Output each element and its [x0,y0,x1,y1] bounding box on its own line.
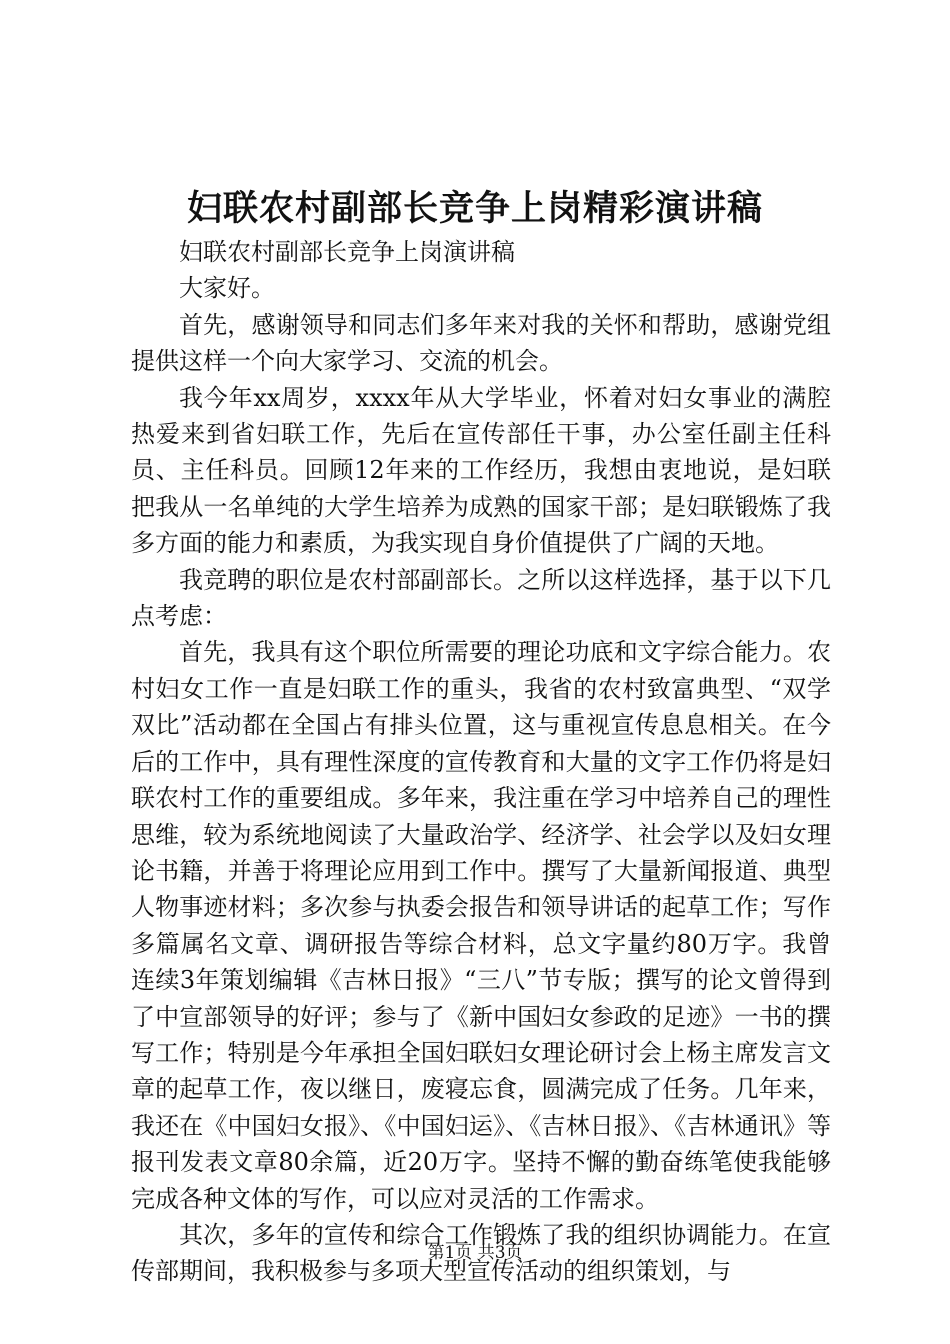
paragraph-first-reason: 首先，我具有这个职位所需要的理论功底和文字综合能力。农村妇女工作一直是妇联工作的重头，我省的农村致富典型、“双学双比”活动都在全国占有排头位置，这与重视宣传息息相关。在今后的工作中，具有理性深度的宣传教育和大量的文字工作仍将是妇联农村工作的重要组成。多年来，我注重在学习中培养自己的理性思维，较为系统地阅读了大量政治学、经济学、社会学以及妇女理论书籍，并善于将理论应用到工作中。撰写了大量新闻报道、典型人物事迹材料；多次参与执委会报告和领导讲话的起草工作；写作多篇属名文章、调研报告等综合材料，总文字量约80万字。我曾连续3年策划编辑《吉林日报》“三八”节专版；撰写的论文曾得到了中宣部领导的好评；参与了《新中国妇女参政的足迹》一书的撰写工作；特别是今年承担全国妇联妇女理论研讨会上杨主席发言文章的起草工作，夜以继日，废寝忘食，圆满完成了任务。几年来，我还在《中国妇女报》、《中国妇运》、《吉林日报》、《吉林通讯》等报刊发表文章80余篇，近20万字。坚持不懈的勤奋练笔使我能够完成各种文体的写作，可以应对灵活的工作需求。 [131,638,831,1213]
paragraph-background: 我今年xx周岁，xxxx年从大学毕业，怀着对妇女事业的满腔热爱来到省妇联工作，先后在宣传部任干事，办公室任副主任科员、主任科员。回顾12年来的工作经历，我想由衷地说，是妇联把我从一名单纯的大学生培养为成熟的国家干部；是妇联锻炼了我多方面的能力和素质，为我实现自身价值提供了广阔的天地。 [131,383,831,558]
document-body [131,234,831,1290]
document-title: 妇联农村副部长竞争上岗精彩演讲稿 [186,188,763,229]
paragraph-position: 我竞聘的职位是农村部副部长。之所以这样选择，基于以下几点考虑： [131,565,831,631]
paragraph-second-reason: 其次，多年的宣传和综合工作锻炼了我的组织协调能力。在宣传部期间，我积极参与多项大型宣传活动的组织策划，与 [131,1220,831,1286]
paragraph-greeting: 大家好。 [179,274,275,303]
page-number-footer: 第1页 共3页 [427,1243,523,1263]
paragraph-thanks: 首先，感谢领导和同志们多年来对我的关怀和帮助，感谢党组提供这样一个向大家学习、交流的机会。 [131,310,831,376]
paragraph-subtitle: 妇联农村副部长竞争上岗演讲稿 [179,238,515,266]
